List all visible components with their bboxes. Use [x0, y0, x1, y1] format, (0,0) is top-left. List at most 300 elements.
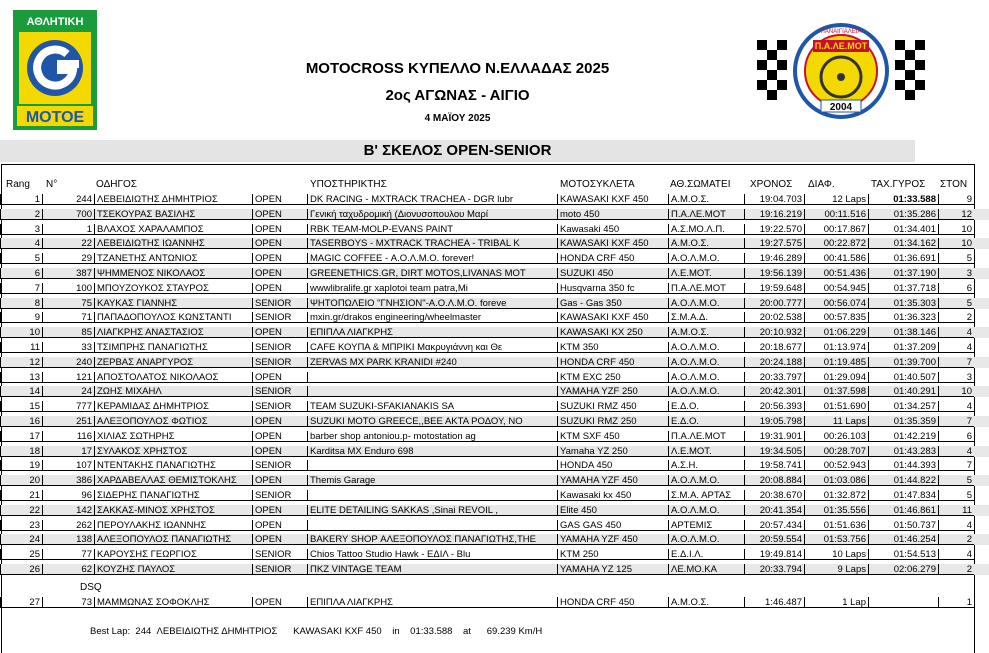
cell-rider: ΤΣΕΚΟΥΡΑΣ ΒΑΣΙΛΗΣ [94, 209, 252, 220]
cell-on-lap: 7 [938, 460, 974, 471]
cell-club: Ε.Δ.Ο. [668, 416, 744, 427]
cell-rank: 10 [0, 327, 42, 338]
cell-time: 19:58.741 [744, 460, 804, 471]
cell-rank: 20 [0, 475, 42, 486]
table-row [0, 268, 989, 279]
cell-rider: ΚΟΥΖΗΣ ΠΑΥΛΟΣ [94, 564, 252, 575]
cell-motorcycle: YAMAHA YZF 250 [557, 386, 668, 397]
cell-on-lap: 2 [938, 534, 974, 545]
cell-class: OPEN [252, 475, 307, 486]
cell-rider: ΧΑΡΔΑΒΕΛΛΑΣ ΘΕΜΙΣΤΟΚΛΗΣ [94, 475, 252, 486]
cell-class: SENIOR [252, 312, 307, 323]
cell-number: 100 [42, 283, 94, 294]
cell-time: 19:46.289 [744, 253, 804, 264]
cell-rank: 11 [0, 342, 42, 353]
cell-club: Α.Σ.Η. [668, 460, 744, 471]
table-row [0, 209, 989, 220]
cell-sponsor: RBK TEAM-MOLP-EVANS PAINT [307, 224, 557, 235]
cell-rider: ΠΕΡΟΥΛΑΚΗΣ ΙΩΑΝΝΗΣ [94, 520, 252, 531]
cell-gap: 01:35.556 [804, 505, 868, 516]
cell-club: Π.Α.ΛΕ.ΜΟΤ [668, 209, 744, 220]
cell-rider: ΑΠΟΣΤΟΛΑΤΟΣ ΝΙΚΟΛΑΟΣ [94, 372, 252, 383]
cell-number: 29 [42, 253, 94, 264]
cell-time: 20:00.777 [744, 298, 804, 309]
cell-rider: ΝΤΕΝΤΑΚΗΣ ΠΑΝΑΓΙΩΤΗΣ [94, 460, 252, 471]
cell-number: 1 [42, 224, 94, 235]
table-row [0, 327, 989, 338]
cell-rider: ΣΑΚΚΑΣ-ΜΙΝΟΣ ΧΡΗΣΤΟΣ [94, 505, 252, 516]
cell-sponsor: Chios Tattoo Studio Hawk - ΕΔΙΛ - Blu [307, 549, 557, 560]
cell-number: 121 [42, 372, 94, 383]
cell-motorcycle: KTM EXC 250 [557, 372, 668, 383]
cell-club: ΛΕ.ΜΟ.ΚΑ [668, 564, 744, 575]
cell-club: Π.Α.ΛΕ.ΜΟΤ [668, 283, 744, 294]
cell-rider: ΚΕΡΑΜΙΔΑΣ ΔΗΜΗΤΡΙΟΣ [94, 401, 252, 412]
cell-rider: ΖΕΡΒΑΣ ΑΝΑΡΓΥΡΟΣ [94, 357, 252, 368]
cell-club: Α.Ο.Λ.Μ.Ο. [668, 342, 744, 353]
cell-rider: ΧΙΛΙΑΣ ΣΩΤΗΡΗΣ [94, 431, 252, 442]
cell-sponsor: wwwlibralife.gr xaplotoi team patra,Mi [307, 283, 557, 294]
cell-rider: ΛΙΑΓΚΡΗΣ ΑΝΑΣΤΑΣΙΟΣ [94, 327, 252, 338]
col-best-lap: ΤΑΧ.ΓΥΡΟΣ [871, 179, 926, 190]
cell-on-lap: 4 [938, 549, 974, 560]
cell-sponsor: CAFE ΚΟΥΠΑ & ΜΠΡΙΚΙ Μακρυγιάννη και Θε [307, 342, 557, 353]
cell-time: 20:02.538 [744, 312, 804, 323]
cell-class: OPEN [252, 446, 307, 457]
cell-gap: 00:22.872 [804, 238, 868, 249]
cell-motorcycle: KTM SXF 450 [557, 431, 668, 442]
cell-rank: 13 [0, 372, 42, 383]
table-row [0, 446, 989, 457]
cell-time: 20:59.554 [744, 534, 804, 545]
logo-bottom-text: MOTOE [25, 109, 85, 126]
cell-sponsor [307, 460, 557, 471]
cell-class: OPEN [252, 194, 307, 205]
cell-best-lap: 01:50.737 [868, 520, 938, 531]
cell-time: 20:57.434 [744, 520, 804, 531]
cell-motorcycle: GAS GAS 450 [557, 520, 668, 531]
cell-time: 20:56.393 [744, 401, 804, 412]
cell-class: OPEN [252, 327, 307, 338]
cell-rank: 16 [0, 416, 42, 427]
cell-gap: 1 Lap [804, 597, 868, 608]
cell-time: 20:33.797 [744, 372, 804, 383]
cell-rank: 27 [0, 597, 42, 608]
table-row [0, 460, 989, 471]
cell-class: OPEN [252, 416, 307, 427]
emblem-middle-text: Π.Α.ΛΕ.ΜΟΤ [814, 41, 868, 51]
cell-gap: 01:19.485 [804, 357, 868, 368]
cell-best-lap: 01:35.359 [868, 416, 938, 427]
cell-on-lap: 2 [938, 564, 974, 575]
cell-on-lap: 5 [938, 475, 974, 486]
cell-rank: 25 [0, 549, 42, 560]
cell-number: 700 [42, 209, 94, 220]
table-row [0, 386, 989, 397]
cell-rank: 12 [0, 357, 42, 368]
cell-gap: 00:54.945 [804, 283, 868, 294]
cell-rider: ΜΑΜΜΩΝΑΣ ΣΟΦΟΚΛΗΣ [94, 597, 252, 608]
cell-sponsor [307, 520, 557, 531]
cell-club: Α.Ο.Λ.Μ.Ο. [668, 372, 744, 383]
col-number: N° [46, 179, 58, 190]
cell-motorcycle: SUZUKI RMZ 450 [557, 401, 668, 412]
cell-motorcycle: Yamaha YZ 250 [557, 446, 668, 457]
cell-number: 244 [42, 194, 94, 205]
cell-gap: 01:51.636 [804, 520, 868, 531]
cell-rider: ΛΕΒΕΙΔΙΩΤΗΣ ΙΩΑΝΝΗΣ [94, 238, 252, 249]
cell-number: 17 [42, 446, 94, 457]
col-rider: ΟΔΗΓΟΣ [96, 179, 137, 190]
cell-rider: ΤΣΙΜΠΡΗΣ ΠΑΝΑΓΙΩΤΗΣ [94, 342, 252, 353]
cell-class: OPEN [252, 372, 307, 383]
cell-time: 1:46.487 [744, 597, 804, 608]
cell-club: Α.Ο.Λ.Μ.Ο. [668, 386, 744, 397]
cell-gap: 01:37.598 [804, 386, 868, 397]
cell-best-lap: 01:42.219 [868, 431, 938, 442]
cell-sponsor: Karditsa MX Enduro 698 [307, 446, 557, 457]
cell-rider: ΚΑΥΚΑΣ ΓΙΑΝΝΗΣ [94, 298, 252, 309]
cell-class: SENIOR [252, 490, 307, 501]
cell-class: SENIOR [252, 386, 307, 397]
cell-sponsor: ΠΚΖ VINTAGE TEAM [307, 564, 557, 575]
cell-on-lap: 3 [938, 268, 974, 279]
cell-on-lap: 10 [938, 386, 974, 397]
cell-motorcycle: SUZUKI 450 [557, 268, 668, 279]
cell-gap: 01:51.690 [804, 401, 868, 412]
cell-on-lap: 4 [938, 342, 974, 353]
cell-rank: 6 [0, 268, 42, 279]
table-row [0, 597, 989, 608]
cell-best-lap: 01:35.286 [868, 209, 938, 220]
cell-rank: 3 [0, 224, 42, 235]
cell-time: 19:31.901 [744, 431, 804, 442]
cell-motorcycle: KAWASAKI KXF 450 [557, 312, 668, 323]
cell-on-lap: 5 [938, 253, 974, 264]
cell-rider: ΖΩΗΣ ΜΙΧΑΗΛ [94, 386, 252, 397]
cell-rider: ΚΑΡΟΥΣΗΣ ΓΕΩΡΓΙΟΣ [94, 549, 252, 560]
cell-time: 20:24.188 [744, 357, 804, 368]
cell-gap: 01:29.094 [804, 372, 868, 383]
cell-motorcycle: YAMAHA YZF 450 [557, 475, 668, 486]
cell-number: 71 [42, 312, 94, 323]
cell-gap: 01:06.229 [804, 327, 868, 338]
cell-best-lap: 01:37.190 [868, 268, 938, 279]
table-row [0, 564, 989, 575]
cell-gap: 9 Laps [804, 564, 868, 575]
table-row [0, 298, 989, 309]
cell-rider: ΛΕΒΕΙΔΙΩΤΗΣ ΔΗΜΗΤΡΙΟΣ [94, 194, 252, 205]
cell-club: Α.Ο.Λ.Μ.Ο. [668, 253, 744, 264]
cell-motorcycle: moto 450 [557, 209, 668, 220]
cell-time: 19:59.648 [744, 283, 804, 294]
cell-sponsor [307, 386, 557, 397]
cell-rank: 14 [0, 386, 42, 397]
table-row [0, 505, 989, 516]
table-row [0, 238, 989, 249]
table-row [0, 342, 989, 353]
cell-motorcycle: SUZUKI RMZ 250 [557, 416, 668, 427]
cell-time: 19:34.505 [744, 446, 804, 457]
cell-sponsor: MAGIC COFFEE - Α.Ο.Λ.Μ.Ο. forever! [307, 253, 557, 264]
cell-motorcycle: HONDA 450 [557, 460, 668, 471]
cell-rank: 21 [0, 490, 42, 501]
logo-top-text: ΑΘΛΗΤΙΚΗ [26, 16, 84, 28]
emblem-year-text: 2004 [829, 102, 853, 113]
cell-class: OPEN [252, 253, 307, 264]
cell-club: Α.Ο.Λ.Μ.Ο. [668, 357, 744, 368]
cell-class: OPEN [252, 431, 307, 442]
cell-best-lap: 01:38.146 [868, 327, 938, 338]
cell-motorcycle: HONDA CRF 450 [557, 253, 668, 264]
cell-motorcycle: Kawasaki kx 450 [557, 490, 668, 501]
cell-sponsor: Γενική ταχυδρομική (Διονυσοπουλου Μαρί [307, 209, 557, 220]
cell-class: OPEN [252, 534, 307, 545]
cell-gap: 00:56.074 [804, 298, 868, 309]
cell-gap: 00:28.707 [804, 446, 868, 457]
cell-motorcycle: Elite 450 [557, 505, 668, 516]
cell-number: 62 [42, 564, 94, 575]
cell-best-lap: 01:34.401 [868, 224, 938, 235]
cell-motorcycle: KTM 350 [557, 342, 668, 353]
cell-time: 19:56.139 [744, 268, 804, 279]
table-row [0, 534, 989, 545]
best-lap-summary: Best Lap: 244 ΛΕΒΕΙΔΙΩΤΗΣ ΔΗΜΗΤΡΙΟΣ KAWASAKI KXF 450 in 01:33.588 at 69.239 Km/H [90, 626, 543, 637]
cell-best-lap: 01:47.834 [868, 490, 938, 501]
cell-class: SENIOR [252, 342, 307, 353]
cell-time: 19:05.798 [744, 416, 804, 427]
cell-on-lap: 6 [938, 283, 974, 294]
cell-time: 19:16.219 [744, 209, 804, 220]
cell-class: OPEN [252, 224, 307, 235]
cell-on-lap: 10 [938, 224, 974, 235]
cell-time: 20:08.884 [744, 475, 804, 486]
cell-time: 19:49.814 [744, 549, 804, 560]
col-gap: ΔΙΑΦ. [808, 179, 835, 190]
cell-number: 142 [42, 505, 94, 516]
cell-on-lap: 11 [938, 505, 974, 516]
cell-rank: 8 [0, 298, 42, 309]
cell-rank: 5 [0, 253, 42, 264]
cell-time: 19:04.703 [744, 194, 804, 205]
cell-gap: 12 Laps [804, 194, 868, 205]
cell-best-lap: 01:44.393 [868, 460, 938, 471]
cell-rank: 22 [0, 505, 42, 516]
cell-club: Α.Ο.Λ.Μ.Ο. [668, 298, 744, 309]
cell-number: 107 [42, 460, 94, 471]
table-row [0, 549, 989, 560]
cell-on-lap: 5 [938, 298, 974, 309]
cell-number: 386 [42, 475, 94, 486]
table-row [0, 283, 989, 294]
table-row [0, 372, 989, 383]
cell-number: 138 [42, 534, 94, 545]
cell-number: 77 [42, 549, 94, 560]
cell-class: SENIOR [252, 298, 307, 309]
cell-motorcycle: HONDA CRF 450 [557, 597, 668, 608]
cell-sponsor: mxin.gr/drakos engineering/wheelmaster [307, 312, 557, 323]
col-time: ΧΡΟΝΟΣ [750, 179, 793, 190]
table-row [0, 431, 989, 442]
cell-motorcycle: KAWASAKI KXF 450 [557, 238, 668, 249]
cell-club: Σ.Μ.Α. ΑΡΤΑΣ [668, 490, 744, 501]
cell-rank: 9 [0, 312, 42, 323]
cell-on-lap: 4 [938, 446, 974, 457]
cell-rider: ΒΛΑΧΟΣ ΧΑΡΑΛΑΜΠΟΣ [94, 224, 252, 235]
cell-club: Α.Ο.Λ.Μ.Ο. [668, 475, 744, 486]
dsq-label: DSQ [80, 582, 102, 593]
cell-rank: 2 [0, 209, 42, 220]
cell-club: Α.Μ.Ο.Σ. [668, 194, 744, 205]
cell-gap: 00:57.835 [804, 312, 868, 323]
cell-motorcycle: Gas - Gas 350 [557, 298, 668, 309]
cell-on-lap: 5 [938, 490, 974, 501]
cell-best-lap: 01:39.700 [868, 357, 938, 368]
cell-on-lap: 2 [938, 312, 974, 323]
col-rang: Rang [6, 179, 30, 190]
cell-time: 20:41.354 [744, 505, 804, 516]
cell-gap: 00:52.943 [804, 460, 868, 471]
cell-club: Λ.Ε.ΜΟΤ. [668, 268, 744, 279]
cell-class: SENIOR [252, 460, 307, 471]
cell-rider: ΤΖΑΝΕΤΗΣ ΑΝΤΩΝΙΟΣ [94, 253, 252, 264]
cell-time: 20:42.301 [744, 386, 804, 397]
cell-number: 262 [42, 520, 94, 531]
cell-sponsor [307, 490, 557, 501]
cell-club: Ε.Δ.Ι.Λ. [668, 549, 744, 560]
event-title: MOTOCROSS ΚΥΠΕΛΛΟ Ν.ΕΛΛΑΔΑΣ 2025 [305, 60, 610, 77]
table-row [0, 490, 989, 501]
cell-best-lap: 01:54.513 [868, 549, 938, 560]
cell-number: 85 [42, 327, 94, 338]
cell-on-lap: 4 [938, 401, 974, 412]
cell-gap: 00:41.586 [804, 253, 868, 264]
cell-on-lap: 12 [938, 209, 974, 220]
cell-rider: ΜΠΟΥΖΟΥΚΟΣ ΣΤΑΥΡΟΣ [94, 283, 252, 294]
cell-rank: 24 [0, 534, 42, 545]
cell-club: Α.Μ.Ο.Σ. [668, 327, 744, 338]
cell-rank: 23 [0, 520, 42, 531]
cell-best-lap: 01:37.718 [868, 283, 938, 294]
cell-club: ΑΡΤΕΜΙΣ [668, 520, 744, 531]
cell-motorcycle: KAWASAKI KX 250 [557, 327, 668, 338]
cell-class: SENIOR [252, 549, 307, 560]
cell-best-lap: 01:40.507 [868, 372, 938, 383]
cell-best-lap: 01:33.588 [868, 194, 938, 205]
cell-gap: 00:26.103 [804, 431, 868, 442]
cell-rank: 4 [0, 238, 42, 249]
cell-class: SENIOR [252, 401, 307, 412]
table-row [0, 194, 989, 205]
cell-class: OPEN [252, 238, 307, 249]
cell-gap: 11 Laps [804, 416, 868, 427]
cell-motorcycle: YAMAHA YZ 125 [557, 564, 668, 575]
cell-on-lap: 10 [938, 238, 974, 249]
cell-number: 22 [42, 238, 94, 249]
cell-sponsor: BAKERY SHOP ΑΛΕΞΟΠΟΥΛΟΣ ΠΑΝΑΓΙΩΤΗΣ,THE [307, 534, 557, 545]
cell-gap: 00:11.516 [804, 209, 868, 220]
cell-on-lap: 1 [938, 597, 974, 608]
cell-club: Α.Σ.ΜΟ.Λ.Π. [668, 224, 744, 235]
cell-gap: 01:13.974 [804, 342, 868, 353]
cell-rider: ΑΛΕΞΟΠΟΥΛΟΣ ΦΩΤΙΟΣ [94, 416, 252, 427]
section-title: Β' ΣΚΕΛΟΣ OPEN-SENIOR [0, 140, 915, 162]
cell-sponsor: barber shop antoniou.p- motostation ag [307, 431, 557, 442]
table-row [0, 312, 989, 323]
table-row [0, 224, 989, 235]
cell-on-lap: 4 [938, 520, 974, 531]
cell-best-lap: 01:44.822 [868, 475, 938, 486]
cell-time: 19:27.575 [744, 238, 804, 249]
cell-sponsor: ΕΠΙΠΛΑ ΛΙΑΓΚΡΗΣ [307, 597, 557, 608]
cell-on-lap: 3 [938, 372, 974, 383]
cell-club: Α.Μ.Ο.Σ. [668, 238, 744, 249]
cell-club: Π.Α.ΛΕ.ΜΟΤ [668, 431, 744, 442]
cell-class: SENIOR [252, 564, 307, 575]
cell-rank: 15 [0, 401, 42, 412]
cell-rank: 18 [0, 446, 42, 457]
cell-best-lap [868, 597, 938, 608]
cell-sponsor: ΕΠΙΠΛΑ ΛΙΑΓΚΡΗΣ [307, 327, 557, 338]
table-row [0, 475, 989, 486]
cell-number: 24 [42, 386, 94, 397]
cell-on-lap: 7 [938, 416, 974, 427]
cell-on-lap: 6 [938, 431, 974, 442]
cell-gap: 10 Laps [804, 549, 868, 560]
cell-time: 20:10.932 [744, 327, 804, 338]
cell-rider: ΣΥΛΑΚΟΣ ΧΡΗΣΤΟΣ [94, 446, 252, 457]
cell-rank: 7 [0, 283, 42, 294]
event-date: 4 ΜΑΪΟΥ 2025 [424, 113, 491, 124]
cell-sponsor: GREENETHICS.GR, DIRT MOTOS,LIVANAS MOT [307, 268, 557, 279]
cell-sponsor: Themis Garage [307, 475, 557, 486]
cell-class: OPEN [252, 520, 307, 531]
col-club: ΑΘ.ΣΩΜΑΤΕΙ [670, 179, 731, 190]
cell-number: 777 [42, 401, 94, 412]
col-sponsor: ΥΠΟΣΤΗΡΙΚΤΗΣ [310, 179, 387, 190]
cell-motorcycle: KTM 250 [557, 549, 668, 560]
cell-best-lap: 01:46.254 [868, 534, 938, 545]
table-row [0, 520, 989, 531]
cell-class: OPEN [252, 268, 307, 279]
cell-time: 19:22.570 [744, 224, 804, 235]
cell-best-lap: 01:46.861 [868, 505, 938, 516]
cell-motorcycle: Kawasaki 450 [557, 224, 668, 235]
cell-rank: 17 [0, 431, 42, 442]
col-on-lap: ΣΤΟΝ [940, 179, 968, 190]
cell-gap: 01:53.756 [804, 534, 868, 545]
table-row [0, 401, 989, 412]
cell-best-lap: 01:36.323 [868, 312, 938, 323]
cell-sponsor [307, 372, 557, 383]
cell-club: Σ.Μ.Α.Δ. [668, 312, 744, 323]
cell-motorcycle: HONDA CRF 450 [557, 357, 668, 368]
cell-sponsor: DK RACING - MXTRACK TRACHEA - DGR lubr [307, 194, 557, 205]
cell-on-lap: 9 [938, 194, 974, 205]
cell-best-lap: 01:35.303 [868, 298, 938, 309]
cell-club: Λ.Ε.ΜΟΤ. [668, 446, 744, 457]
cell-rider: ΣΙΔΕΡΗΣ ΠΑΝΑΓΙΩΤΗΣ [94, 490, 252, 501]
cell-club: Α.Μ.Ο.Σ. [668, 597, 744, 608]
cell-time: 20:38.670 [744, 490, 804, 501]
cell-number: 251 [42, 416, 94, 427]
cell-club: Α.Ο.Λ.Μ.Ο. [668, 534, 744, 545]
cell-motorcycle: Husqvarna 350 fc [557, 283, 668, 294]
cell-sponsor: ΨΗΤΟΠΩΛΕΙΟ "ΓΝΗΣΙΟΝ"-Α.Ο.Λ.Μ.Ο. foreve [307, 298, 557, 309]
table-row [0, 253, 989, 264]
cell-rank: 19 [0, 460, 42, 471]
cell-on-lap: 7 [938, 357, 974, 368]
